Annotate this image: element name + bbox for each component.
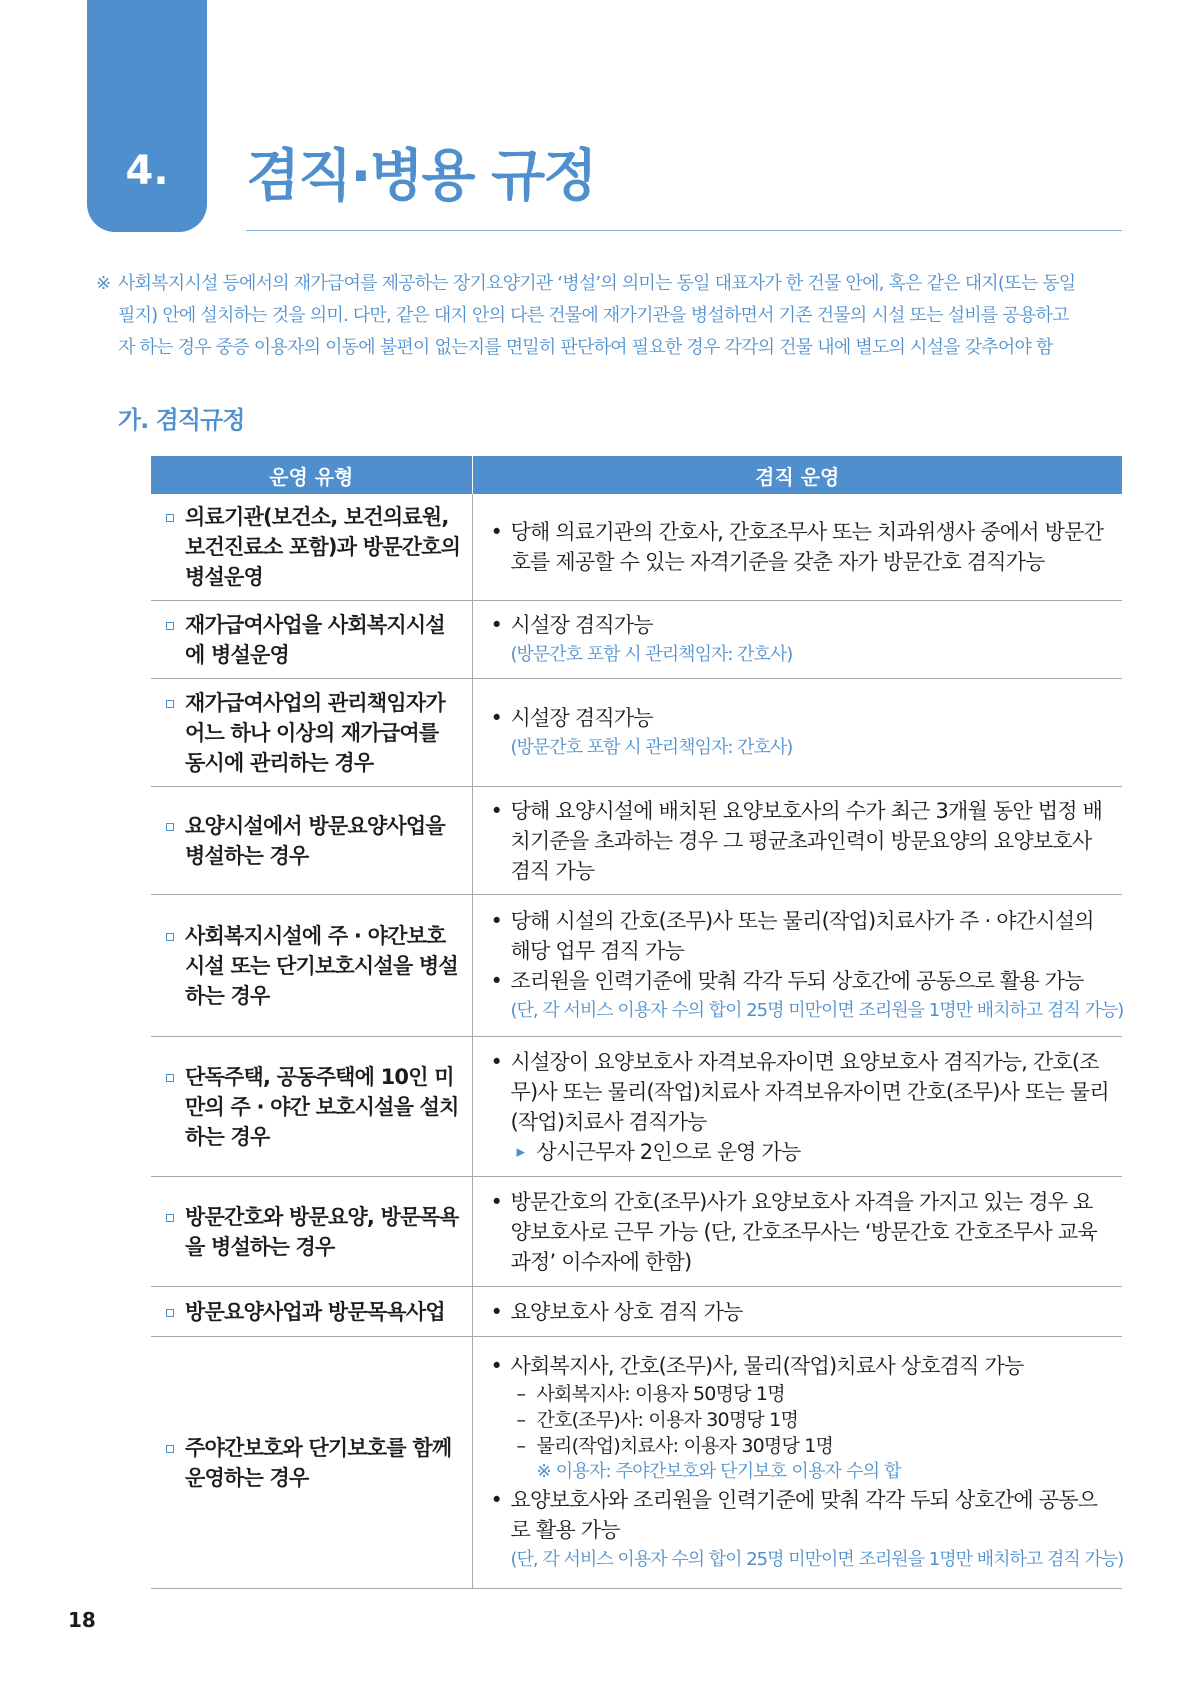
row-type-text: 의료기관(보건소, 보건의료원, 보건진료소 포함)과 방문간호의 병설운영 — [185, 505, 461, 589]
row-type — [151, 1289, 472, 1335]
row-paren-note: (방문간호 포함 시 관리책임자: 간호사) — [510, 643, 793, 665]
chapter-number: 4. — [125, 148, 169, 194]
row-sub-note: ※ 이용자: 주야간보호와 단기보호 이용자 수의 합 — [536, 1460, 901, 1482]
page-number: 18 — [68, 1608, 96, 1632]
title-divider — [246, 230, 1122, 231]
row-paren-note: (방문간호 포함 시 관리책임자: 간호사) — [510, 736, 793, 758]
header-concurrent-operation: 겸직 운영 — [472, 456, 1122, 494]
row-bullet: • 방문간호의 간호(조무)사가 요양보호사 자격을 가지고 있는 경우 요양보호사로 근무 가능 (단, 간호조무사는 ‘방문간호 간호조무사 교육과정’ 이수자에 한함) — [489, 1187, 1111, 1277]
note-line-1 — [96, 268, 1126, 300]
row-bullet: • 시설장 겸직가능 — [489, 703, 1111, 733]
square-bullet-icon — [166, 1214, 174, 1222]
table-row — [151, 679, 1122, 787]
row-sub-item: ▸ 상시근무자 2인으로 운영 가능 — [489, 1137, 1111, 1167]
row-type — [151, 803, 472, 879]
table-row — [151, 787, 1122, 895]
concurrent-duty-table — [151, 456, 1122, 1589]
square-bullet-icon — [166, 1074, 174, 1082]
square-bullet-icon — [166, 1309, 174, 1317]
row-type — [151, 680, 472, 786]
row-dash-item: – 사회복지사: 이용자 50명당 1명 — [489, 1381, 1111, 1407]
row-type-text: 요양시설에서 방문요양사업을 병설하는 경우 — [185, 813, 445, 868]
row-type-text: 주야간보호와 단기보호를 함께 운영하는 경우 — [185, 1435, 452, 1490]
reference-mark-icon: ※ — [96, 273, 111, 294]
row-type — [151, 602, 472, 678]
row-bullet: • 사회복지사, 간호(조무)사, 물리(작업)치료사 상호겸직 가능 — [489, 1351, 1111, 1381]
chapter-tab — [87, 0, 207, 232]
row-type-text: 단독주택, 공동주택에 10인 미만의 주 · 야간 보호시설을 설치하는 경우 — [185, 1064, 459, 1149]
table-row — [151, 895, 1122, 1037]
table-row — [151, 1337, 1122, 1589]
square-bullet-icon — [166, 622, 174, 630]
table-header-row — [151, 456, 1122, 494]
row-type-text: 방문간호와 방문요양, 방문목욕을 병설하는 경우 — [185, 1204, 459, 1259]
row-type — [151, 494, 472, 600]
row-bullet: • 시설장이 요양보호사 자격보유자이면 요양보호사 겸직가능, 간호(조무)사 또는 물리(작업)치료사 자격보유자이면 간호(조무)사 또는 물리(작업)치료사 겸직가능 — [489, 1047, 1111, 1137]
square-bullet-icon — [166, 933, 174, 941]
row-bullet: • 당해 시설의 간호(조무)사 또는 물리(작업)치료사가 주 · 야간시설의 해당 업무 겸직 가능 — [489, 906, 1111, 966]
row-type — [151, 1425, 472, 1501]
row-paren-note: (단, 각 서비스 이용자 수의 합이 25명 미만이면 조리원을 1명만 배치하고 겸직 가능) — [510, 1548, 1124, 1570]
row-dash-item: – 간호(조무)사: 이용자 30명당 1명 — [489, 1407, 1111, 1433]
note-line-1-text: 사회복지시설 등에서의 재가급여를 제공하는 장기요양기관 ‘병설’의 의미는 동일 대표자가 한 건물 안에, 혹은 같은 대지(또는 동일 — [118, 273, 1076, 294]
note-line-3: 자 하는 경우 중증 이용자의 이동에 불편이 없는지를 면밀히 판단하여 필요한 경우 각각의 건물 내에 별도의 시설을 갖추어야 함 — [118, 337, 1053, 358]
row-type — [151, 913, 472, 1019]
row-type-text: 재가급여사업을 사회복지시설에 병설운영 — [185, 612, 445, 667]
row-type-text: 사회복지시설에 주 · 야간보호시설 또는 단기보호시설을 병설하는 경우 — [185, 923, 458, 1008]
table-row — [151, 1287, 1122, 1337]
chapter-title: 겸직·병용 규정 — [246, 144, 596, 209]
row-type-text: 재가급여사업의 관리책임자가 어느 하나 이상의 재가급여를 동시에 관리하는 경우 — [185, 690, 445, 775]
note-line-2: 필지) 안에 설치하는 것을 의미. 다만, 같은 대지 안의 다른 건물에 재가기관을 병설하면서 기존 건물의 시설 또는 설비를 공용하고 — [118, 305, 1069, 326]
section-title: 가. 겸직규정 — [118, 406, 245, 434]
row-type-text: 방문요양사업과 방문목욕사업 — [185, 1299, 445, 1324]
square-bullet-icon — [166, 514, 174, 522]
table-row — [151, 601, 1122, 679]
row-type — [151, 1194, 472, 1270]
intro-note — [96, 268, 1126, 364]
table-row — [151, 1037, 1122, 1177]
row-bullet: • 시설장 겸직가능 — [489, 610, 1111, 640]
row-bullet: • 요양보호사와 조리원을 인력기준에 맞춰 각각 두되 상호간에 공동으로 활용 가능 — [489, 1485, 1111, 1545]
square-bullet-icon — [166, 823, 174, 831]
table-row — [151, 494, 1122, 601]
row-type — [151, 1054, 472, 1160]
row-bullet: • 당해 요양시설에 배치된 요양보호사의 수가 최근 3개월 동안 법정 배치기준을 초과하는 경우 그 평균초과인력이 방문요양의 요양보호사 겸직 가능 — [489, 796, 1111, 886]
row-bullet: • 당해 의료기관의 간호사, 간호조무사 또는 치과위생사 중에서 방문간호를 제공할 수 있는 자격기준을 갖춘 자가 방문간호 겸직가능 — [489, 517, 1111, 577]
row-bullet: • 조리원을 인력기준에 맞춰 각각 두되 상호간에 공동으로 활용 가능 — [489, 966, 1111, 996]
row-bullet: • 요양보호사 상호 겸직 가능 — [489, 1297, 1111, 1327]
row-paren-note: (단, 각 서비스 이용자 수의 합이 25명 미만이면 조리원을 1명만 배치하고 겸직 가능) — [510, 999, 1124, 1021]
square-bullet-icon — [166, 1445, 174, 1453]
square-bullet-icon — [166, 700, 174, 708]
table-row — [151, 1177, 1122, 1287]
header-operation-type: 운영 유형 — [151, 456, 472, 494]
row-dash-item: – 물리(작업)치료사: 이용자 30명당 1명 — [489, 1433, 1111, 1459]
